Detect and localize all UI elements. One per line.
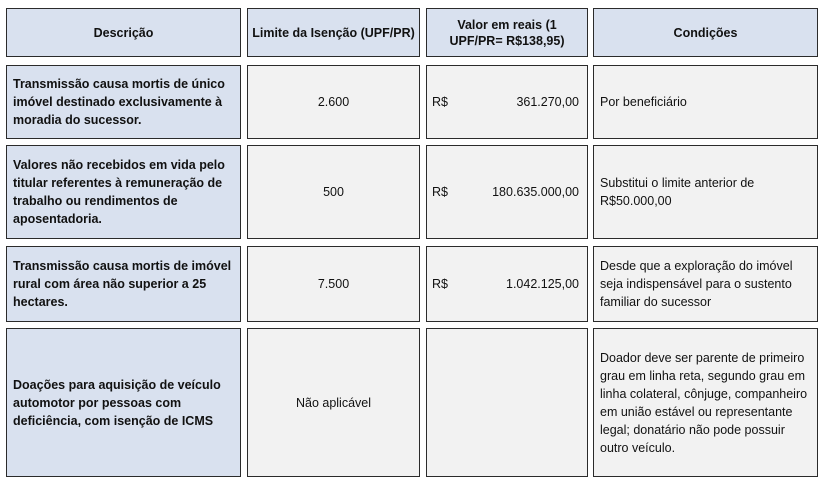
row-2-currency: R$ — [432, 185, 448, 199]
header-valor — [426, 8, 588, 57]
row-1-valor-text: 361.270,00 — [516, 95, 579, 109]
header-descricao — [6, 8, 241, 57]
row-1-currency: R$ — [432, 95, 448, 109]
row-3-descricao-text: Transmissão causa mortis de imóvel rural com área não superior a 25 hectares. — [13, 259, 232, 309]
row-2-limite-text: 500 — [323, 185, 344, 199]
row-2-valor-text: 180.635.000,00 — [492, 185, 579, 199]
row-4-condicoes-text: Doador deve ser parente de primeiro grau em linha reta, segundo grau em linha colateral, cônjuge, companheiro em união estável ou representante legal; donatário não pode possuir outro veículo. — [600, 350, 808, 455]
row-1-descricao — [6, 65, 241, 139]
header-descricao-text: Descrição — [93, 25, 154, 40]
row-3-valor-text: 1.042.125,00 — [506, 277, 579, 291]
row-2-descricao — [6, 145, 241, 239]
row-2-condicoes — [593, 145, 818, 239]
header-limite-text: Limite da Isenção (UPF/PR) — [252, 25, 415, 40]
header-condicoes — [593, 8, 818, 57]
row-3-limite — [247, 246, 420, 322]
row-4-limite — [247, 328, 420, 477]
row-4-descricao — [6, 328, 241, 477]
row-3-valor — [426, 246, 588, 322]
row-3-limite-text: 7.500 — [317, 277, 350, 291]
row-3-condicoes-text: Desde que a exploração do imóvel seja indispensável para o sustento familiar do sucessor — [600, 259, 793, 309]
row-4-descricao-text: Doações para aquisição de veículo automotor por pessoas com deficiência, com isenção de ICMS — [13, 377, 221, 428]
row-2-limite — [247, 145, 420, 239]
row-1-condicoes — [593, 65, 818, 139]
row-4-condicoes — [593, 328, 818, 477]
header-valor-text: Valor em reais (1 UPF/PR= R$138,95) — [449, 17, 565, 48]
row-4-valor — [426, 328, 588, 477]
row-1-condicoes-text: Por beneficiário — [600, 95, 687, 109]
row-3-condicoes — [593, 246, 818, 322]
header-limite — [247, 8, 420, 57]
row-3-descricao — [6, 246, 241, 322]
row-1-descricao-text: Transmissão causa mortis de único imóvel destinado exclusivamente à moradia do sucessor. — [13, 77, 225, 127]
row-2-valor — [426, 145, 588, 239]
row-1-valor — [426, 65, 588, 139]
row-4-limite-text: Não aplicável — [295, 395, 372, 410]
row-2-condicoes-text: Substitui o limite anterior de R$50.000,00 — [600, 176, 755, 208]
row-2-descricao-text: Valores não recebidos em vida pelo titular referentes à remuneração de trabalho ou rendimentos de aposentadoria. — [13, 158, 225, 226]
row-1-limite-text: 2.600 — [317, 95, 350, 109]
header-condicoes-text: Condições — [673, 25, 738, 40]
row-3-currency: R$ — [432, 277, 448, 291]
row-1-limite — [247, 65, 420, 139]
